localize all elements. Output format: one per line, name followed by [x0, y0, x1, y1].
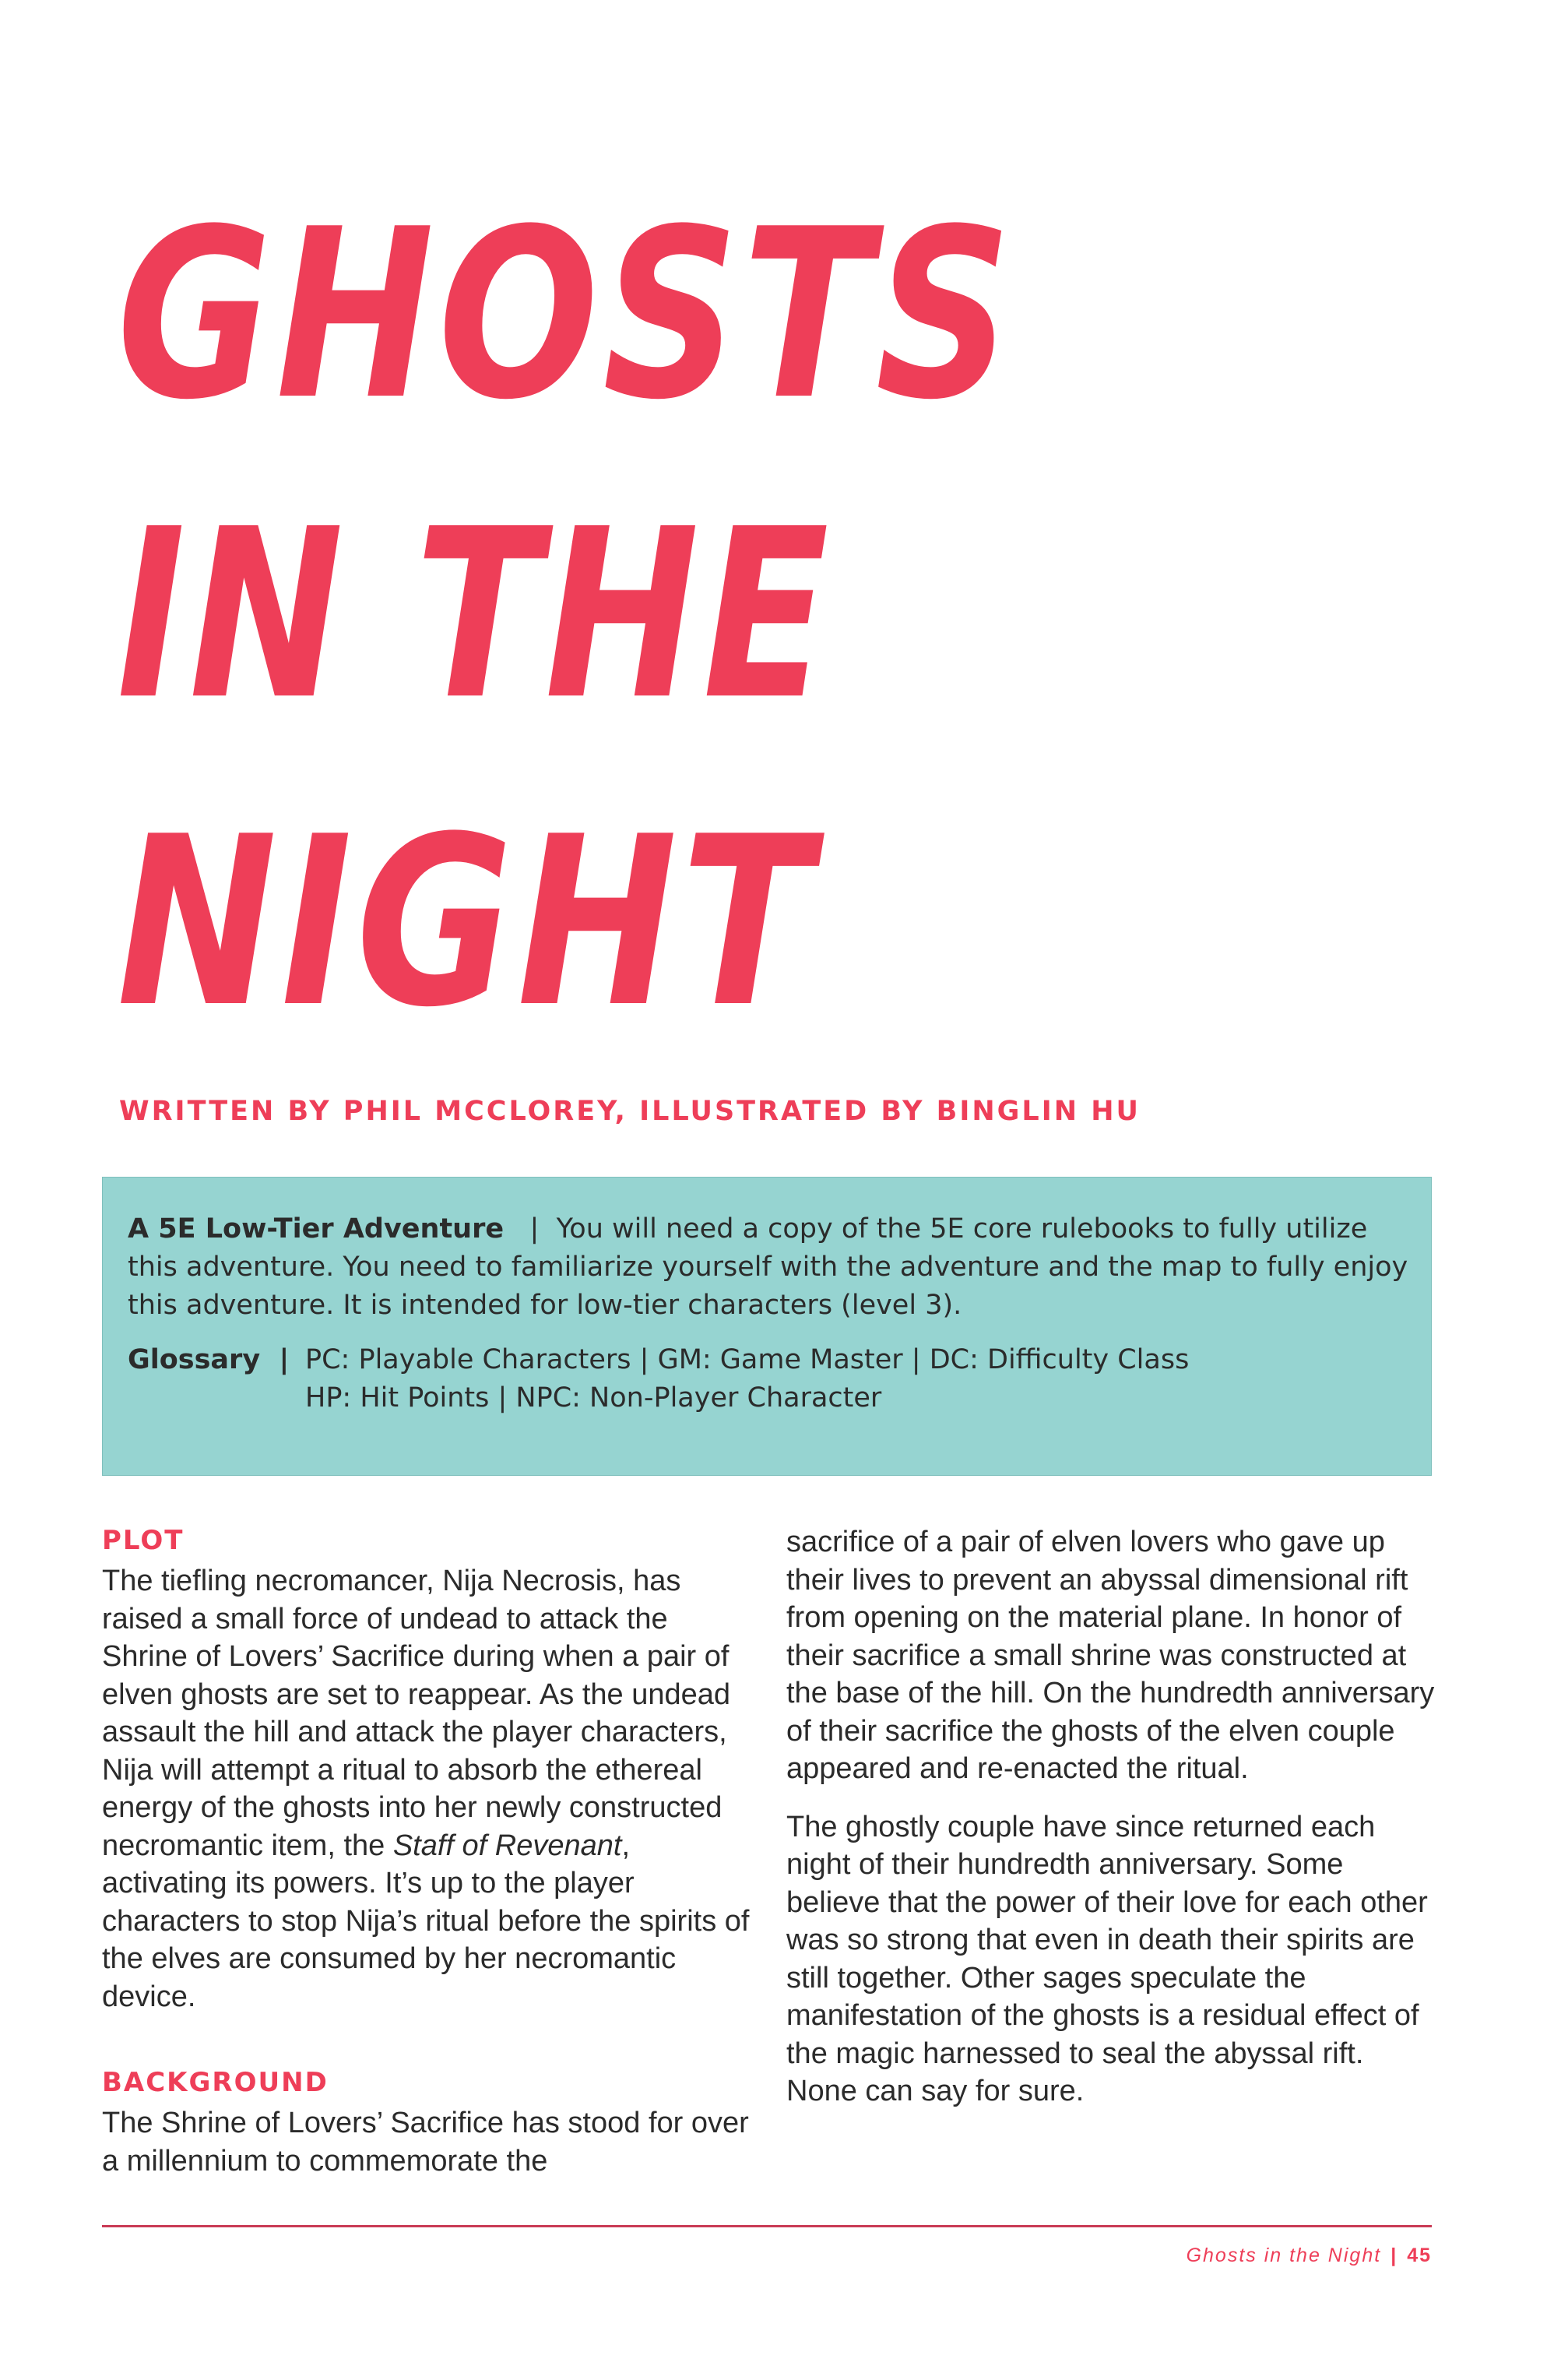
plot-paragraph: The tiefling necromancer, Nija Necrosis, has raised a small force of undead to attack the Shrine of Lovers’ Sacrifice during when a pair of elven ghosts are set to reappear. As the undead assault the hill and attack the player characters, Nija will attempt a ritual to absorb the ethereal energy of the ghosts into her newly constructed necromantic item, the Staff of Revenant, activating its powers. It’s up to the player characters to stop Nija’s ritual before the spirits of the elves are consumed by her necromantic device. [102, 1565, 750, 2013]
background-heading: BACKGROUND [102, 2067, 329, 2098]
footer-separator: | [1391, 2244, 1398, 2266]
footer-title: Ghosts in the Night [1186, 2244, 1382, 2266]
adventure-label: A 5E Low-Tier Adventure [128, 1213, 505, 1245]
glossary-line-1: PC: Playable Characters | GM: Game Master | DC: Difficulty Class [305, 1344, 1190, 1375]
page-footer [1187, 2244, 1432, 2267]
title-line-1: GHOSTS [117, 179, 1016, 451]
info-intro [128, 1210, 1412, 1325]
glossary-entries [305, 1341, 1189, 1417]
left-column [102, 1523, 756, 2180]
staff-of-revenant: Staff of Revenant [392, 1829, 622, 1862]
info-separator: | [529, 1213, 540, 1245]
byline: WRITTEN BY PHIL MCCLOREY, ILLUSTRATED BY BINGLIN HU [119, 1096, 1141, 1127]
page-number: 45 [1407, 2244, 1432, 2266]
plot-heading: PLOT [102, 1525, 185, 1556]
background-paragraph-1-end: sacrifice of a pair of elven lovers who gave up their lives to prevent an abyssal dimensional rift from opening on the material plane. In honor of their sacrifice a small shrine was constructed at the base of the hill. On the hundredth anniversary of their sacrifice the ghosts of the elven couple appeared and re-enacted the ritual. [786, 1526, 1435, 1785]
title-line-3: NIGHT [117, 787, 816, 1058]
adventure-info-box [102, 1177, 1432, 1476]
glossary-line-2: HP: Hit Points | NPC: Non-Player Character [305, 1382, 882, 1414]
title-line-2: IN THE [117, 479, 833, 751]
info-intro-text: You will need a copy of the 5E core rulebooks to fully utilize this adventure. You need to familiarize yourself with the adventure and the map to fully enjoy this adventure. It is intended for low-tier characters (level 3). [128, 1213, 1408, 1321]
glossary-label: Glossary | [128, 1344, 290, 1375]
background-paragraph-1-start: The Shrine of Lovers’ Sacrifice has stood for over a millennium to commemorate the [102, 2107, 749, 2178]
footer-rule [102, 2225, 1432, 2227]
background-paragraph-2: The ghostly couple have since returned each night of their hundredth anniversary. Some believe that the power of their love for each other was so strong that even in death their spirits are still together. Other sages speculate the manifestation of the ghosts is a residual effect of the magic harnessed to seal the abyssal rift. None can say for sure. [786, 1810, 1428, 2107]
right-column [786, 1523, 1440, 2111]
